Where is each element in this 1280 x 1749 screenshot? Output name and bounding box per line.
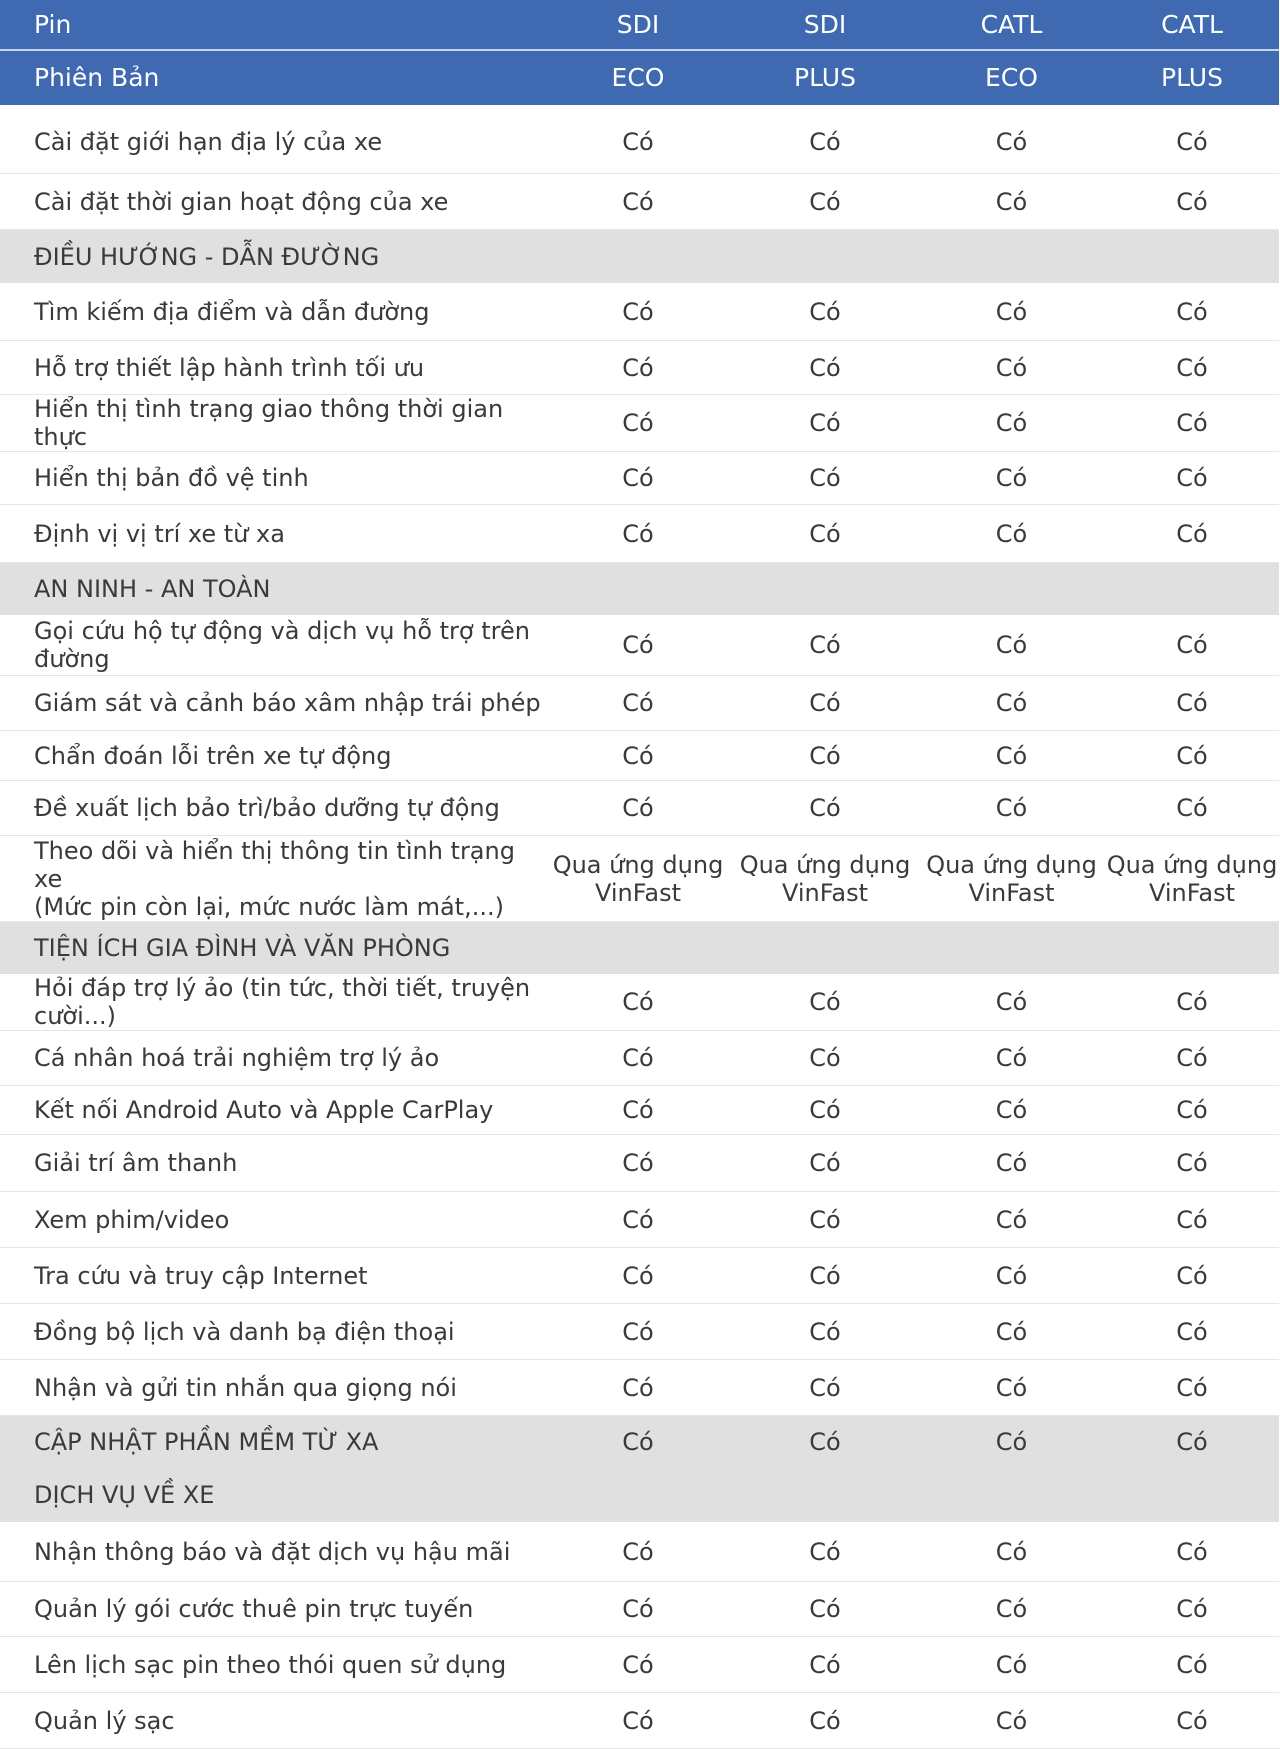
feature-value-col-2: Có [731,1086,919,1135]
header-row-version [0,50,1280,105]
feature-value-col-2: Có [731,1304,919,1360]
feature-value-col-4: Có [1104,341,1280,395]
feature-value-col-1: Qua ứng dụng VinFast [545,836,731,922]
feature-label: Định vị vị trí xe từ xa [0,505,545,563]
feature-label: Giám sát và cảnh báo xâm nhập trái phép [0,676,545,731]
feature-value-col-2 [731,230,919,284]
feature-label: Hiển thị bản đồ vệ tinh [0,452,545,505]
feature-value-col-3: Qua ứng dụng VinFast [919,836,1104,922]
table-row [0,676,1280,731]
feature-value-col-4: Có [1104,781,1280,836]
feature-value-col-4: Có [1104,283,1280,341]
section-title: CẬP NHẬT PHẦN MỀM TỪ XA [0,1416,545,1469]
feature-value-col-4: Có [1104,1086,1280,1135]
table-row [0,283,1280,341]
feature-value-col-2: Có [731,1248,919,1304]
feature-value-col-1: Có [545,283,731,341]
table-row [0,615,1280,676]
feature-value-col-2: Có [731,1522,919,1582]
feature-value-col-2: Có [731,974,919,1031]
feature-label: Tra cứu và truy cập Internet [0,1248,545,1304]
table-row [0,395,1280,452]
feature-value-col-4: Có [1104,1192,1280,1248]
feature-value-col-1: Có [545,505,731,563]
feature-value-col-1: Có [545,452,731,505]
feature-value-col-2 [731,1468,919,1522]
feature-value-col-3: Có [919,395,1104,452]
feature-value-col-2: Có [731,676,919,731]
feature-value-col-4: Có [1104,731,1280,781]
feature-value-col-3: Có [919,1582,1104,1637]
feature-label: Chẩn đoán lỗi trên xe tự động [0,731,545,781]
feature-value-col-3: Có [919,1637,1104,1693]
section-row [0,922,1280,975]
table-row [0,505,1280,563]
feature-value-col-2: Có [731,174,919,230]
feature-value-col-1 [545,230,731,284]
section-row [0,563,1280,616]
feature-label: Cài đặt thời gian hoạt động của xe [0,174,545,230]
feature-label: Đề xuất lịch bảo trì/bảo dưỡng tự động [0,781,545,836]
feature-value-col-1: Có [545,1248,731,1304]
section-row [0,1416,1280,1469]
feature-value-col-3: Có [919,1522,1104,1582]
feature-value-col-1: Có [545,1637,731,1693]
feature-value-col-1: Có [545,395,731,452]
feature-value-col-3: Có [919,452,1104,505]
feature-value-col-1: Có [545,781,731,836]
feature-value-col-4: Có [1104,111,1280,174]
feature-value-col-4 [1104,1468,1280,1522]
feature-label: Kết nối Android Auto và Apple CarPlay [0,1086,545,1135]
feature-value-col-3: Có [919,974,1104,1031]
table-row [0,452,1280,505]
feature-value-col-2: Có [731,1637,919,1693]
feature-value-col-1: Có [545,1693,731,1749]
feature-label: Nhận thông báo và đặt dịch vụ hậu mãi [0,1522,545,1582]
feature-value-col-4: Có [1104,1582,1280,1637]
header-label-battery: Pin [0,0,545,50]
feature-label: Hiển thị tình trạng giao thông thời gian thực [0,395,545,452]
feature-value-col-1: Có [545,341,731,395]
feature-value-col-3 [919,922,1104,975]
feature-label: Gọi cứu hộ tự động và dịch vụ hỗ trợ trên đường [0,615,545,676]
feature-value-col-1: Có [545,1086,731,1135]
section-title: AN NINH - AN TOÀN [0,563,545,616]
feature-value-col-3: Có [919,1192,1104,1248]
table-row [0,111,1280,174]
feature-label: Giải trí âm thanh [0,1135,545,1192]
feature-value-col-2: Có [731,1416,919,1469]
feature-value-col-1: Có [545,1582,731,1637]
feature-value-col-3: Có [919,1031,1104,1086]
feature-value-col-1: Có [545,974,731,1031]
feature-value-col-2: Có [731,505,919,563]
section-title: ĐIỀU HƯỚNG - DẪN ĐƯỜNG [0,230,545,284]
feature-value-col-1: Có [545,1522,731,1582]
feature-value-col-3 [919,1468,1104,1522]
feature-value-col-1: Có [545,676,731,731]
feature-value-col-3: Có [919,1416,1104,1469]
feature-value-col-1 [545,1468,731,1522]
feature-value-col-2: Có [731,1135,919,1192]
feature-value-col-4: Có [1104,1248,1280,1304]
feature-value-col-2: Có [731,615,919,676]
feature-value-col-4: Qua ứng dụng VinFast [1104,836,1280,922]
feature-value-col-3 [919,563,1104,616]
header-battery-col-2: SDI [731,0,919,50]
feature-value-col-2: Qua ứng dụng VinFast [731,836,919,922]
feature-value-col-1: Có [545,1192,731,1248]
feature-value-col-2: Có [731,341,919,395]
table-row [0,1135,1280,1192]
feature-label: Quản lý sạc [0,1693,545,1749]
feature-label: Xem phim/video [0,1192,545,1248]
feature-value-col-3: Có [919,505,1104,563]
feature-label: Hỗ trợ thiết lập hành trình tối ưu [0,341,545,395]
feature-value-col-1: Có [545,111,731,174]
section-title: TIỆN ÍCH GIA ĐÌNH VÀ VĂN PHÒNG [0,922,545,975]
feature-label: Cá nhân hoá trải nghiệm trợ lý ảo [0,1031,545,1086]
feature-value-col-2: Có [731,1192,919,1248]
feature-value-col-1: Có [545,1304,731,1360]
table-row [0,1031,1280,1086]
table-row [0,731,1280,781]
feature-value-col-3: Có [919,341,1104,395]
feature-value-col-4: Có [1104,1360,1280,1416]
header-version-col-1: ECO [545,50,731,105]
feature-value-col-2: Có [731,731,919,781]
feature-value-col-3: Có [919,174,1104,230]
feature-label: Quản lý gói cước thuê pin trực tuyến [0,1582,545,1637]
header-version-col-4: PLUS [1104,50,1280,105]
header-version-col-3: ECO [919,50,1104,105]
feature-label: Đồng bộ lịch và danh bạ điện thoại [0,1304,545,1360]
feature-value-col-4 [1104,922,1280,975]
feature-value-col-4: Có [1104,974,1280,1031]
table-row [0,1360,1280,1416]
feature-value-col-2: Có [731,283,919,341]
feature-value-col-4: Có [1104,1304,1280,1360]
feature-label: Theo dõi và hiển thị thông tin tình trạng xe (Mức pin còn lại, mức nước làm mát,...) [0,836,545,922]
feature-value-col-3: Có [919,615,1104,676]
feature-value-col-1: Có [545,731,731,781]
feature-value-col-4: Có [1104,1637,1280,1693]
feature-value-col-2: Có [731,1031,919,1086]
feature-value-col-1 [545,922,731,975]
feature-label: Cài đặt giới hạn địa lý của xe [0,111,545,174]
feature-label: Nhận và gửi tin nhắn qua giọng nói [0,1360,545,1416]
feature-value-col-4: Có [1104,1693,1280,1749]
feature-value-col-4: Có [1104,676,1280,731]
feature-value-col-3: Có [919,676,1104,731]
feature-value-col-2: Có [731,452,919,505]
table-row [0,1522,1280,1582]
feature-value-col-3: Có [919,781,1104,836]
header-battery-col-3: CATL [919,0,1104,50]
header-battery-col-4: CATL [1104,0,1280,50]
table-row [0,974,1280,1031]
feature-value-col-1: Có [545,1360,731,1416]
feature-value-col-3: Có [919,1248,1104,1304]
feature-value-col-3: Có [919,1693,1104,1749]
feature-value-col-4: Có [1104,505,1280,563]
feature-value-col-4: Có [1104,1522,1280,1582]
table-row [0,1693,1280,1749]
header-battery-col-1: SDI [545,0,731,50]
feature-label: Lên lịch sạc pin theo thói quen sử dụng [0,1637,545,1693]
feature-value-col-4: Có [1104,1135,1280,1192]
table-row [0,174,1280,230]
header-version-col-2: PLUS [731,50,919,105]
feature-value-col-4: Có [1104,395,1280,452]
feature-label: Hỏi đáp trợ lý ảo (tin tức, thời tiết, truyện cười...) [0,974,545,1031]
feature-value-col-3: Có [919,1360,1104,1416]
feature-value-col-2: Có [731,1582,919,1637]
table-row [0,1192,1280,1248]
feature-label: Tìm kiếm địa điểm và dẫn đường [0,283,545,341]
table-row [0,1582,1280,1637]
feature-value-col-1: Có [545,1416,731,1469]
feature-value-col-3: Có [919,1135,1104,1192]
header-row-battery [0,0,1280,50]
feature-value-col-4 [1104,563,1280,616]
table-row [0,836,1280,922]
feature-value-col-2: Có [731,395,919,452]
table-row [0,341,1280,395]
feature-value-col-4: Có [1104,1031,1280,1086]
feature-value-col-2 [731,922,919,975]
feature-value-col-2: Có [731,1360,919,1416]
feature-value-col-3 [919,230,1104,284]
feature-value-col-1: Có [545,615,731,676]
feature-value-col-2: Có [731,1693,919,1749]
feature-value-col-4: Có [1104,174,1280,230]
table-row [0,1637,1280,1693]
feature-value-col-4 [1104,230,1280,284]
feature-value-col-1 [545,563,731,616]
feature-value-col-2: Có [731,111,919,174]
header-label-version: Phiên Bản [0,50,545,105]
feature-value-col-3: Có [919,283,1104,341]
table-row [0,781,1280,836]
feature-value-col-2 [731,563,919,616]
feature-value-col-3: Có [919,111,1104,174]
table-row [0,1304,1280,1360]
feature-value-col-3: Có [919,731,1104,781]
feature-value-col-1: Có [545,174,731,230]
section-title: DỊCH VỤ VỀ XE [0,1468,545,1522]
table-row [0,1086,1280,1135]
feature-value-col-4: Có [1104,615,1280,676]
feature-value-col-4: Có [1104,452,1280,505]
table-row [0,1248,1280,1304]
feature-value-col-1: Có [545,1031,731,1086]
section-row [0,230,1280,284]
section-row [0,1468,1280,1522]
feature-value-col-4: Có [1104,1416,1280,1469]
feature-value-col-3: Có [919,1086,1104,1135]
feature-value-col-3: Có [919,1304,1104,1360]
feature-value-col-1: Có [545,1135,731,1192]
feature-value-col-2: Có [731,781,919,836]
